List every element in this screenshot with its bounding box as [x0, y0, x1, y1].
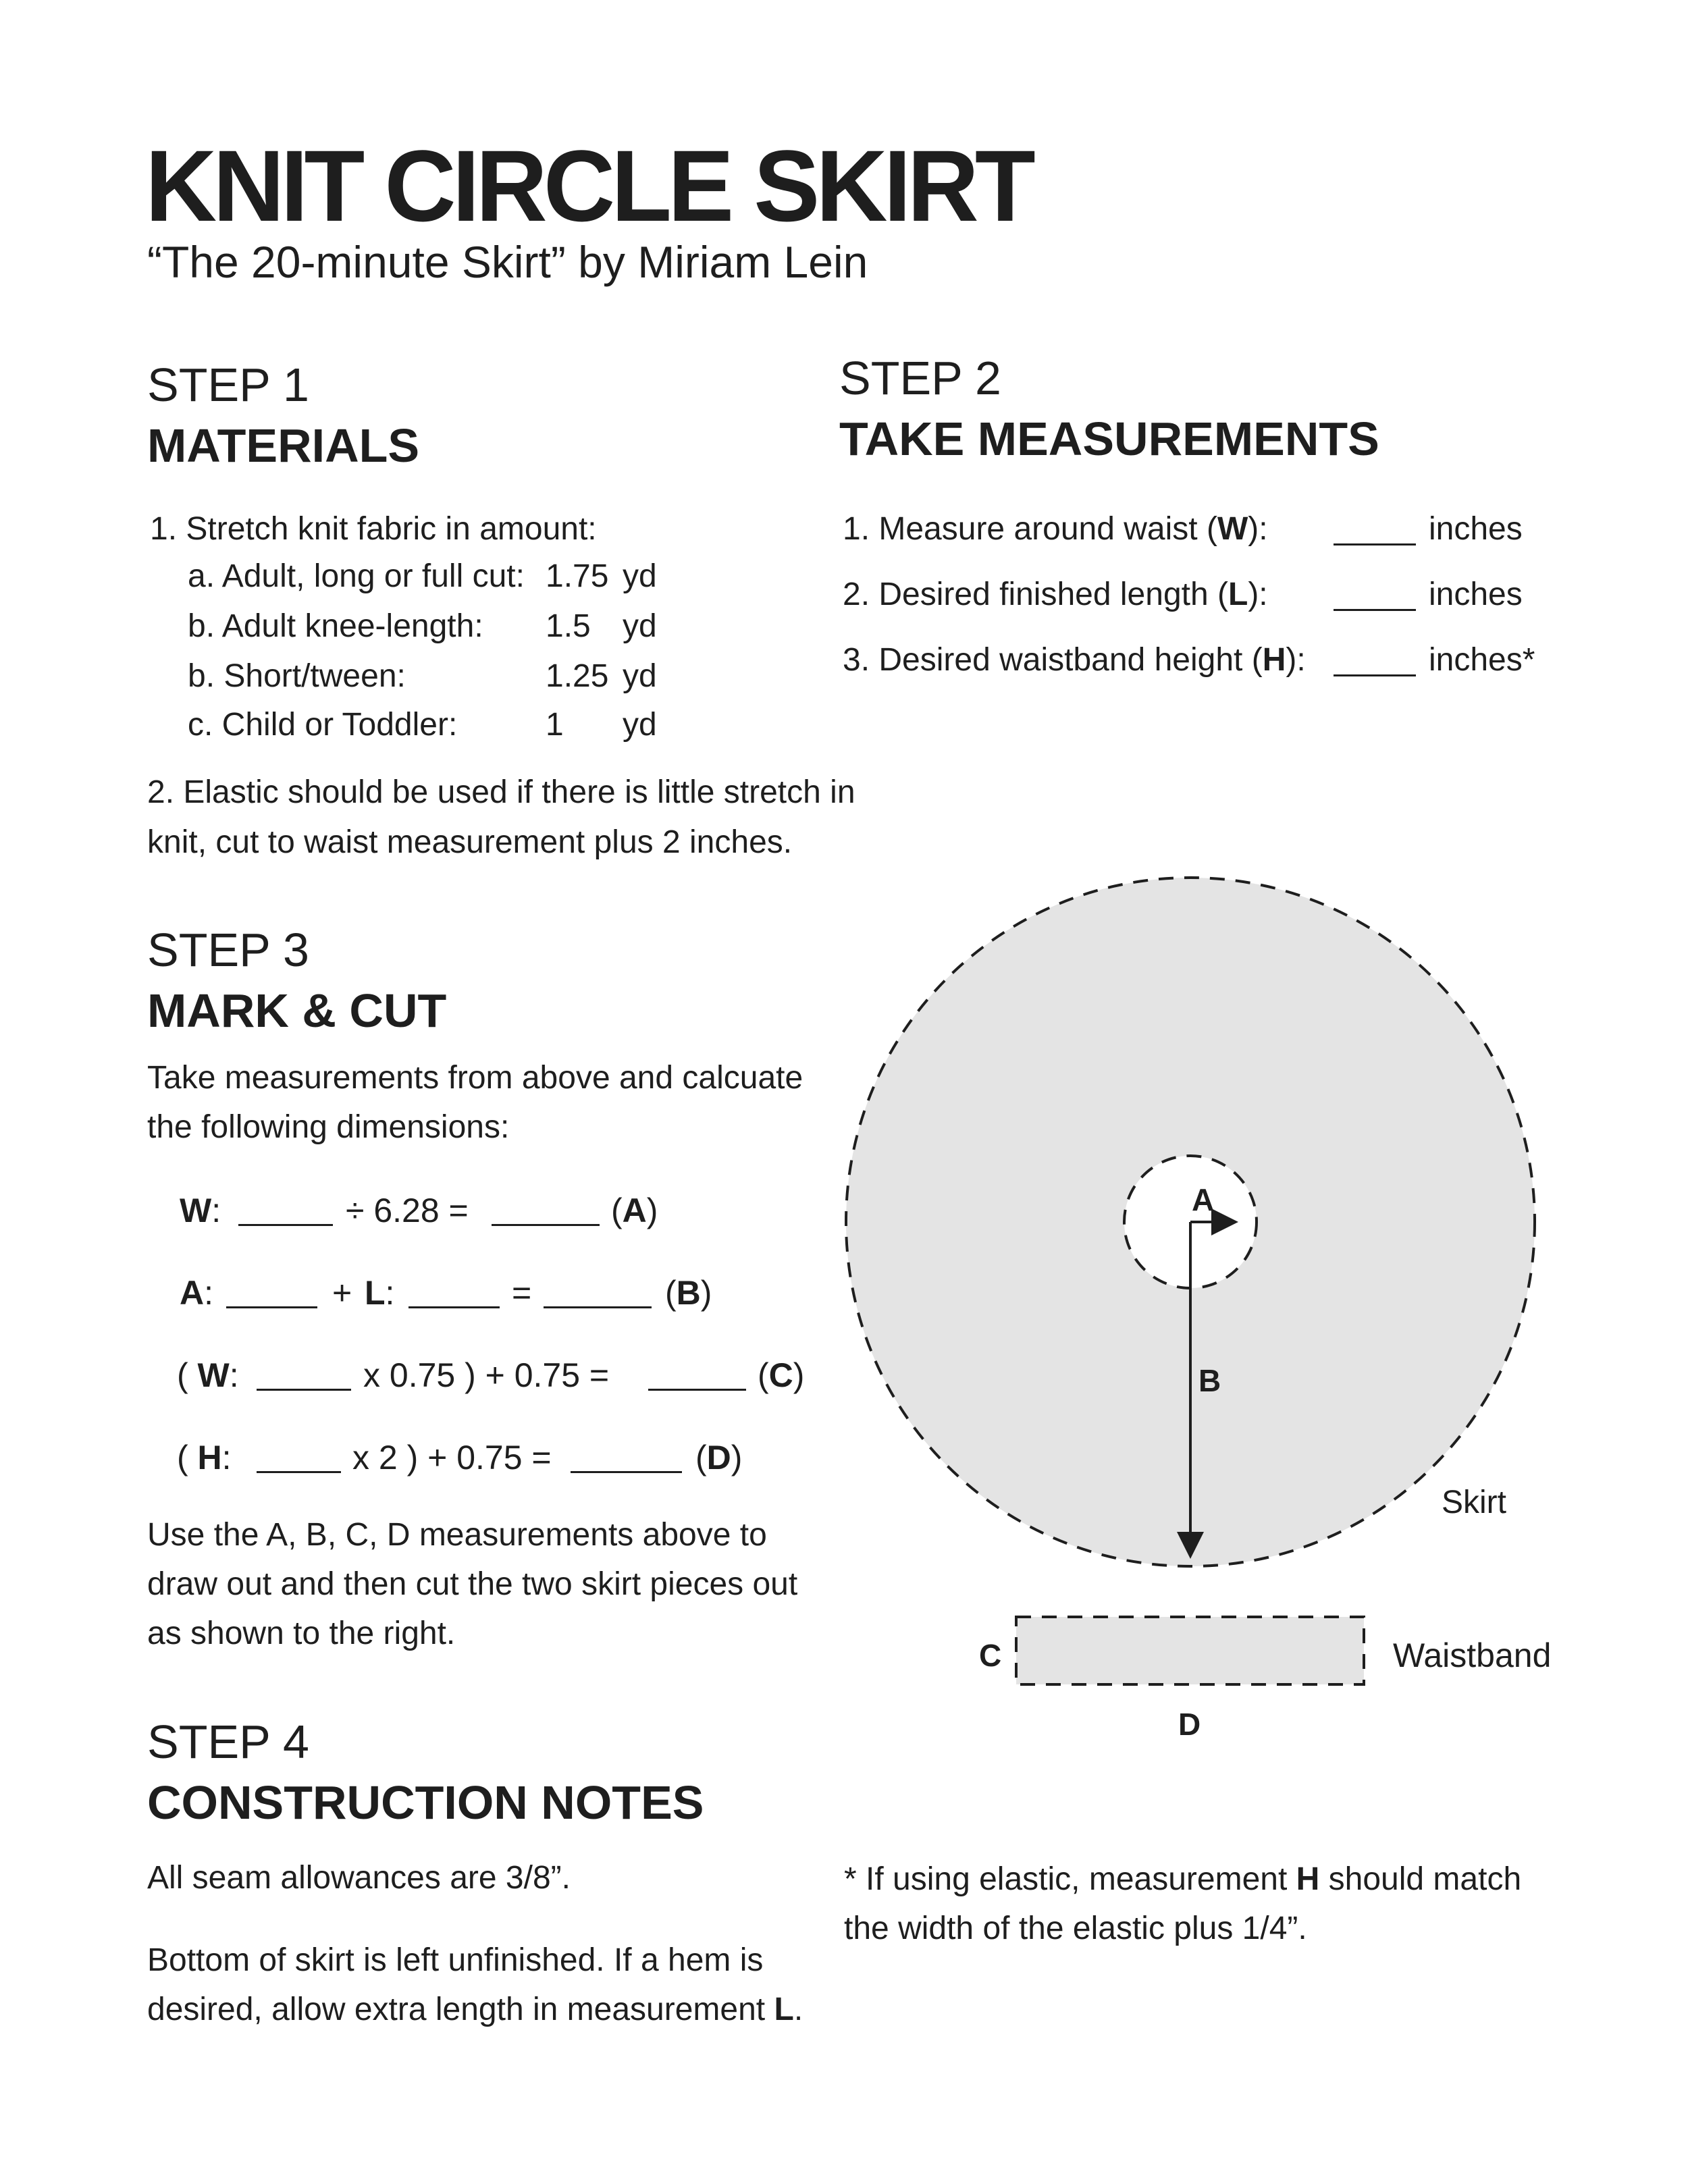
- measure-text: 1. Measure around waist (: [843, 511, 1217, 547]
- measure-key: W: [1217, 511, 1248, 547]
- formula-result: (B): [665, 1274, 712, 1312]
- formula-key: ( H:: [177, 1439, 232, 1476]
- measure-text-end: ):: [1286, 642, 1306, 678]
- measure-text: 3. Desired waistband height (: [843, 642, 1263, 678]
- step2-heading: TAKE MEASUREMENTS: [839, 412, 1379, 465]
- fabric-qty: 1.25: [546, 658, 609, 694]
- step1-item2-line2: knit, cut to waist measurement plus 2 inches.: [147, 824, 793, 860]
- formula-operation: ÷ 6.28 =: [346, 1192, 469, 1229]
- formula-result: (D): [695, 1439, 743, 1476]
- formula-operation: x 2 ) + 0.75 =: [352, 1439, 552, 1476]
- fabric-label: c. Child or Toddler:: [188, 707, 458, 743]
- formula-operation: x 0.75 ) + 0.75 =: [363, 1356, 610, 1394]
- formula-equals: =: [512, 1274, 532, 1312]
- diagram-label-a: A: [1192, 1182, 1215, 1217]
- diagram-label-b: B: [1198, 1363, 1221, 1398]
- fabric-qty: 1.5: [546, 608, 591, 644]
- step3-number: STEP 3: [147, 924, 309, 976]
- formula-result: (C): [758, 1356, 805, 1394]
- step3-intro-line2: the following dimensions:: [147, 1109, 510, 1145]
- diagram-label-d: D: [1178, 1707, 1201, 1742]
- fabric-unit: yd: [623, 658, 657, 694]
- footnote-line2: the width of the elastic plus 1/4”.: [844, 1911, 1307, 1946]
- step3-intro-line1: Take measurements from above and calcuate: [147, 1060, 803, 1096]
- step3-outro-line3: as shown to the right.: [147, 1616, 456, 1651]
- diagram-skirt-label: Skirt: [1442, 1485, 1506, 1520]
- measure-unit: inches: [1429, 511, 1523, 547]
- fabric-unit: yd: [623, 558, 657, 594]
- formula-key: ( W:: [177, 1356, 239, 1394]
- step1-heading: MATERIALS: [147, 419, 420, 472]
- formula-result: (A): [611, 1192, 658, 1229]
- formula-operator: +: [332, 1274, 352, 1312]
- fabric-label: a. Adult, long or full cut:: [188, 558, 525, 594]
- page-title: KNIT CIRCLE SKIRT: [145, 129, 1032, 242]
- step3-outro-line2: draw out and then cut the two skirt pieces out: [147, 1566, 798, 1602]
- formula-key: L:: [365, 1274, 395, 1312]
- waistband-rect: [1016, 1617, 1364, 1684]
- step4-heading: CONSTRUCTION NOTES: [147, 1776, 704, 1829]
- step3-heading: MARK & CUT: [147, 984, 447, 1037]
- measure-key: H: [1262, 642, 1286, 678]
- step1-number: STEP 1: [147, 358, 309, 411]
- fabric-qty: 1.75: [546, 558, 609, 594]
- fabric-unit: yd: [623, 707, 657, 743]
- measure-unit: inches*: [1429, 642, 1535, 678]
- fabric-qty: 1: [546, 707, 564, 743]
- measure-text-end: ):: [1248, 577, 1268, 612]
- measure-text: 2. Desired finished length (: [843, 577, 1228, 612]
- step2-number: STEP 2: [839, 352, 1001, 404]
- step4-note1: All seam allowances are 3/8”.: [147, 1860, 571, 1896]
- diagram-label-c: C: [979, 1638, 1002, 1673]
- measure-key: L: [1228, 577, 1248, 612]
- fabric-label: b. Short/tween:: [188, 658, 406, 694]
- formula-key: A:: [180, 1274, 214, 1312]
- step1-item1: 1. Stretch knit fabric in amount:: [150, 511, 597, 547]
- step1-item2-line1: 2. Elastic should be used if there is little stretch in: [147, 774, 855, 810]
- footnote-line1: * If using elastic, measurement H should match: [844, 1861, 1522, 1897]
- measure-text-end: ):: [1248, 511, 1268, 547]
- diagram-waistband-label: Waistband: [1393, 1636, 1552, 1674]
- step4-note2-line2: desired, allow extra length in measurement L.: [147, 1992, 803, 2027]
- formula-key: W:: [180, 1192, 221, 1229]
- page-subtitle: “The 20-minute Skirt” by Miriam Lein: [147, 237, 868, 287]
- fabric-unit: yd: [623, 608, 657, 644]
- step3-outro-line1: Use the A, B, C, D measurements above to: [147, 1517, 767, 1553]
- fabric-label: b. Adult knee-length:: [188, 608, 483, 644]
- step4-note2-line1: Bottom of skirt is left unfinished. If a hem is: [147, 1942, 764, 1978]
- step4-number: STEP 4: [147, 1715, 309, 1768]
- measure-unit: inches: [1429, 577, 1523, 612]
